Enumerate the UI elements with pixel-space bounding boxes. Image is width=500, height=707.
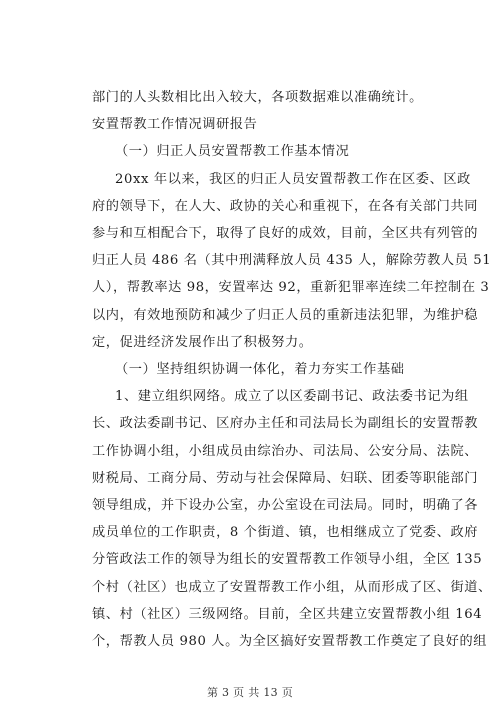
text-line: 参与和互相配合下，取得了良好的成效，目前，全区共有列管的	[92, 226, 479, 241]
section-heading: （一）归正人员安置帮教工作基本情况	[115, 144, 350, 160]
text-line: 府的领导下，在人大、政协的关心和重视下，在各有关部门共同	[92, 198, 479, 214]
text-line: 个，帮教人员 980 人。为全区搞好安置帮教工作奠定了良好的组	[92, 634, 488, 649]
text-line: 工作协调小组，小组成员由综治办、司法局、公安分局、法院、	[92, 443, 479, 459]
text-line: 人），帮教率达 98，安置率达 92，重新犯罪率连续二年控制在 3	[92, 280, 490, 296]
text-line: 长、政法委副书记、区府办主任和司法局长为副组长的安置帮教	[92, 416, 479, 432]
text-line: 定，促进经济发展作出了积极努力。	[92, 334, 313, 350]
text-line: 领导组成，并下设办公室，办公室设在司法局。同时，明确了各	[92, 498, 479, 513]
text-line: 分管政法工作的领导为组长的安置帮教工作领导小组，全区 135	[92, 552, 483, 568]
section-heading: （一）坚持组织协调一体化，着力夯实工作基础	[115, 362, 405, 377]
text-line: 归正人员 486 名（其中刑满释放人员 435 人，解除劳教人员 51	[92, 253, 492, 269]
text-line: 1、建立组织网络。成立了以区委副书记、政法委书记为组	[115, 389, 469, 405]
text-line: 财税局、工商分局、劳动与社会保障局、妇联、团委等职能部门	[92, 470, 479, 486]
text-line: 成员单位的工作职责，8 个街道、镇，也相继成立了党委、政府	[92, 525, 479, 541]
page-footer: 第 3 页 共 13 页	[206, 686, 294, 699]
text-line: 部门的人头数相比出入较大，各项数据难以准确统计。	[92, 90, 423, 105]
text-line: 镇、村（社区）三级网络。目前，全区共建立安置帮教小组 164	[92, 606, 483, 622]
text-line: 个村（社区）也成立了安置帮教工作小组，从而形成了区、街道、	[92, 579, 492, 595]
text-line: 以内，有效地预防和减少了归正人员的重新违法犯罪，为维护稳	[92, 307, 479, 323]
report-title: 安置帮教工作情况调研报告	[92, 117, 258, 133]
text-line: 20xx 年以来，我区的归正人员安置帮教工作在区委、区政	[115, 171, 471, 187]
